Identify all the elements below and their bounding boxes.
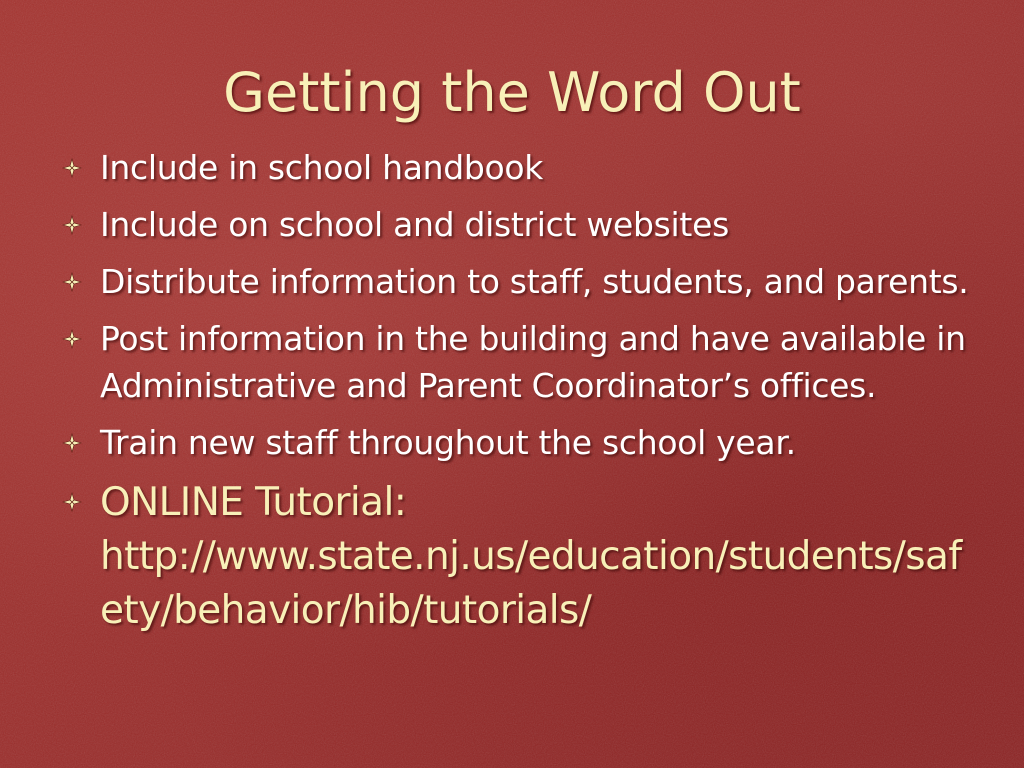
bullet-text: Include in school handbook	[100, 148, 544, 187]
four-point-star-diamond-icon	[62, 492, 82, 512]
online-tutorial-item	[100, 476, 980, 638]
bullet-item	[100, 419, 980, 466]
bullet-item	[100, 258, 980, 305]
bullet-text: Distribute information to staff, students, and parents.	[100, 262, 969, 301]
four-point-star-diamond-icon	[62, 329, 82, 349]
bullet-text: Post information in the building and have available in Administrative and Parent Coordinator’s offices.	[100, 319, 966, 405]
online-tutorial-label: ONLINE Tutorial:	[100, 480, 407, 525]
bullet-list	[100, 144, 980, 648]
online-tutorial-url[interactable]: http://www.state.nj.us/education/students/safety/behavior/hib/tutorials/	[100, 534, 962, 633]
bullet-text: Train new staff throughout the school year.	[100, 423, 796, 462]
bullet-item	[100, 144, 980, 191]
bullet-text: Include on school and district websites	[100, 205, 729, 244]
four-point-star-diamond-icon	[62, 158, 82, 178]
four-point-star-diamond-icon	[62, 215, 82, 235]
bullet-item	[100, 315, 980, 409]
four-point-star-diamond-icon	[62, 272, 82, 292]
four-point-star-diamond-icon	[62, 433, 82, 453]
slide-title: Getting the Word Out	[223, 61, 801, 124]
bullet-item	[100, 201, 980, 248]
